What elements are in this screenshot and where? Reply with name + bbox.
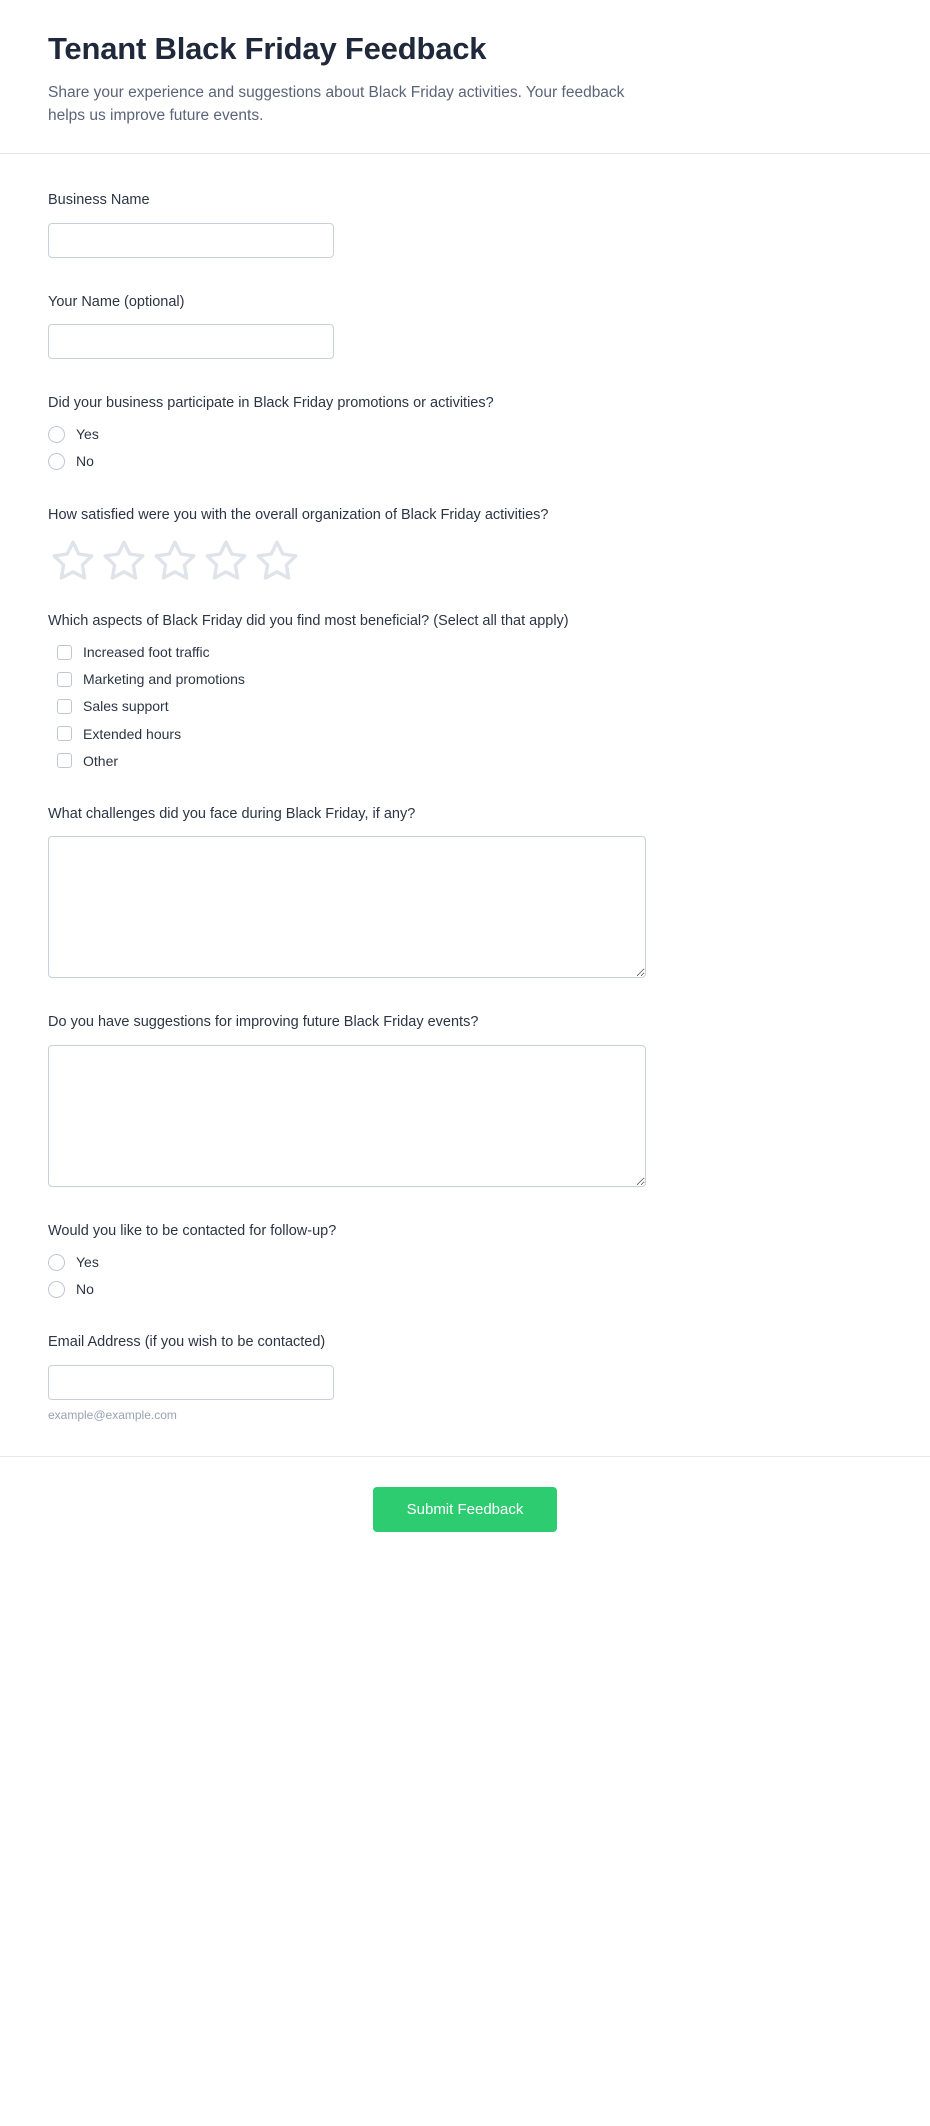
business-name-label: Business Name xyxy=(48,192,150,209)
checkbox-option-other[interactable] xyxy=(48,752,882,770)
radio-option-contacted-yes[interactable] xyxy=(48,1253,882,1271)
checkbox-icon[interactable] xyxy=(57,645,72,660)
challenges-textarea[interactable] xyxy=(48,836,646,978)
star-icon-4[interactable] xyxy=(201,537,251,585)
checkbox-label: Marketing and promotions xyxy=(83,671,245,688)
field-business-name xyxy=(48,190,882,257)
checkbox-icon[interactable] xyxy=(57,699,72,714)
field-your-name xyxy=(48,292,882,359)
radio-icon[interactable] xyxy=(48,1281,65,1298)
checkbox-group xyxy=(48,643,882,770)
checkbox-icon[interactable] xyxy=(57,672,72,687)
field-contact-followup xyxy=(48,1221,882,1299)
contacted-label: Would you like to be contacted for follow-up? xyxy=(48,1222,337,1239)
star-icon-2[interactable] xyxy=(99,537,149,585)
checkbox-icon[interactable] xyxy=(57,726,72,741)
checkbox-label: Other xyxy=(83,752,119,769)
radio-label: Yes xyxy=(76,1253,99,1270)
radio-label: Yes xyxy=(76,426,99,443)
checkbox-option-sales-support[interactable] xyxy=(48,697,882,715)
your-name-label: Your Name (optional) xyxy=(48,293,185,310)
radio-icon[interactable] xyxy=(48,453,65,470)
page-title: Tenant Black Friday Feedback xyxy=(48,31,487,66)
field-participate xyxy=(48,393,882,471)
submit-feedback-button[interactable]: Submit Feedback xyxy=(373,1487,558,1532)
challenges-label: What challenges did you face during Black Friday, if any? xyxy=(48,806,416,823)
star-icon-5[interactable] xyxy=(252,537,302,585)
beneficial-label: Which aspects of Black Friday did you find most beneficial? (Select all that apply) xyxy=(48,612,569,629)
checkbox-label: Sales support xyxy=(83,698,169,715)
field-suggestions xyxy=(48,1012,882,1186)
field-challenges xyxy=(48,804,882,978)
star-icon-3[interactable] xyxy=(150,537,200,585)
star-rating[interactable] xyxy=(48,537,882,585)
satisfaction-label: How satisfied were you with the overall organization of Black Friday activities? xyxy=(48,506,549,523)
radio-option-participate-yes[interactable] xyxy=(48,425,882,443)
checkbox-option-foot-traffic[interactable] xyxy=(48,643,882,661)
checkbox-icon[interactable] xyxy=(57,753,72,768)
suggestions-label: Do you have suggestions for improving future Black Friday events? xyxy=(48,1014,479,1031)
email-label: Email Address (if you wish to be contacted) xyxy=(48,1334,326,1351)
page-subtitle: Share your experience and suggestions about Black Friday activities. Your feedback helps us improve future events. xyxy=(48,83,625,124)
radio-icon[interactable] xyxy=(48,426,65,443)
form-footer xyxy=(0,1456,930,1572)
checkbox-option-extended-hours[interactable] xyxy=(48,725,882,743)
form-body xyxy=(0,154,930,1421)
checkbox-option-marketing[interactable] xyxy=(48,670,882,688)
star-icon-1[interactable] xyxy=(48,537,98,585)
email-field[interactable] xyxy=(48,1365,334,1400)
suggestions-textarea[interactable] xyxy=(48,1045,646,1187)
radio-icon[interactable] xyxy=(48,1254,65,1271)
business-name-input[interactable] xyxy=(48,223,334,258)
radio-option-contacted-no[interactable] xyxy=(48,1280,882,1298)
field-beneficial-aspects xyxy=(48,611,882,770)
form-header xyxy=(0,30,930,154)
radio-option-participate-no[interactable] xyxy=(48,452,882,470)
field-email xyxy=(48,1332,882,1421)
radio-label: No xyxy=(76,1281,94,1298)
email-hint: example@example.com xyxy=(48,1407,177,1422)
radio-label: No xyxy=(76,453,94,470)
participate-label: Did your business participate in Black Friday promotions or activities? xyxy=(48,394,494,411)
checkbox-label: Increased foot traffic xyxy=(83,644,210,661)
checkbox-label: Extended hours xyxy=(83,725,182,742)
field-satisfaction-rating xyxy=(48,505,882,585)
your-name-input[interactable] xyxy=(48,324,334,359)
